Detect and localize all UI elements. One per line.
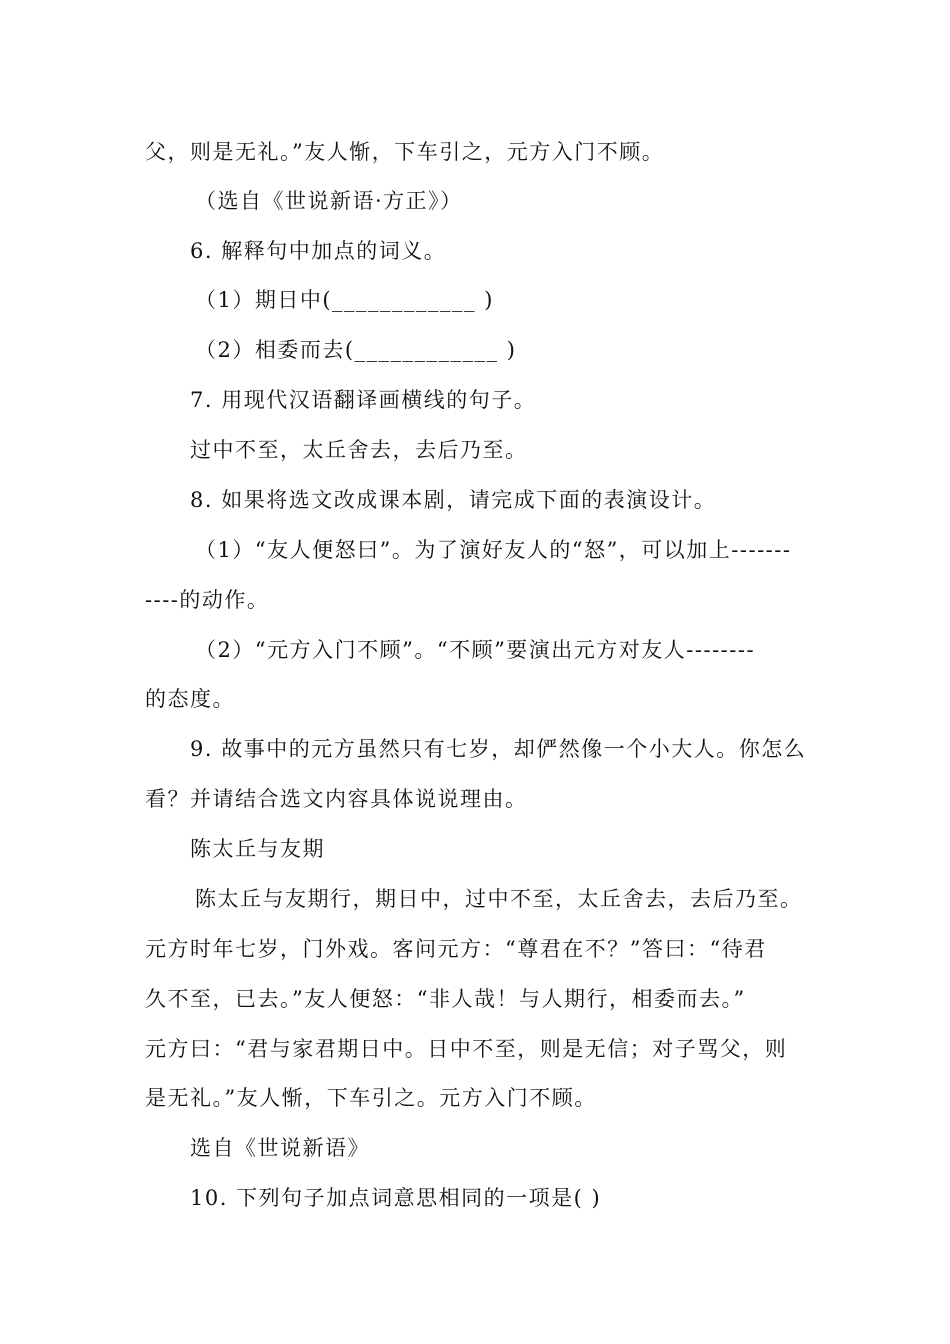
passage-line-5: 是无礼。”友人惭，下车引之。元方入门不顾。 bbox=[145, 1086, 597, 1110]
question-7: 7. 用现代汉语翻译画横线的句子。 bbox=[190, 388, 537, 412]
question-8-item-1-cont: ----的动作。 bbox=[145, 588, 270, 612]
passage-line-4: 元方曰：“君与家君期日中。日中不至，则是无信；对子骂父，则 bbox=[145, 1037, 788, 1061]
question-9: 9. 故事中的元方虽然只有七岁，却俨然像一个小大人。你怎么 bbox=[190, 737, 807, 761]
question-8-item-2-cont: 的态度。 bbox=[145, 687, 235, 711]
question-6-item-2: （2）相委而去(____________ ) bbox=[195, 338, 517, 362]
question-9-cont: 看？并请结合选文内容具体说说理由。 bbox=[145, 787, 528, 811]
question-8-item-1: （1）“友人便怒曰”。为了演好友人的“怒”，可以加上------- bbox=[195, 538, 792, 562]
question-7-sentence: 过中不至，太丘舍去，去后乃至。 bbox=[190, 438, 528, 462]
passage-line-2: 元方时年七岁，门外戏。客问元方：“尊君在不？”答曰：“待君 bbox=[145, 937, 767, 961]
question-8: 8. 如果将选文改成课本剧，请完成下面的表演设计。 bbox=[190, 488, 717, 512]
text-line-1: 父，则是无礼。”友人惭，下车引之，元方入门不顾。 bbox=[145, 140, 665, 164]
passage-title: 陈太丘与友期 bbox=[190, 837, 325, 861]
passage-source: 选自《世说新语》 bbox=[190, 1136, 370, 1160]
question-6: 6. 解释句中加点的词义。 bbox=[190, 239, 447, 263]
source-citation: （选自《世说新语·方正》） bbox=[195, 189, 463, 213]
passage-line-3: 久不至，已去。”友人便怒：“非人哉！与人期行，相委而去。” bbox=[145, 987, 746, 1011]
question-6-item-1: （1）期日中(____________ ) bbox=[195, 288, 494, 312]
passage-line-1: 陈太丘与友期行，期日中，过中不至，太丘舍去，去后乃至。 bbox=[195, 887, 803, 911]
question-8-item-2: （2）“元方入门不顾”。“不顾”要演出元方对友人-------- bbox=[195, 638, 756, 662]
question-10: 10. 下列句子加点词意思相同的一项是( ) bbox=[190, 1186, 602, 1210]
